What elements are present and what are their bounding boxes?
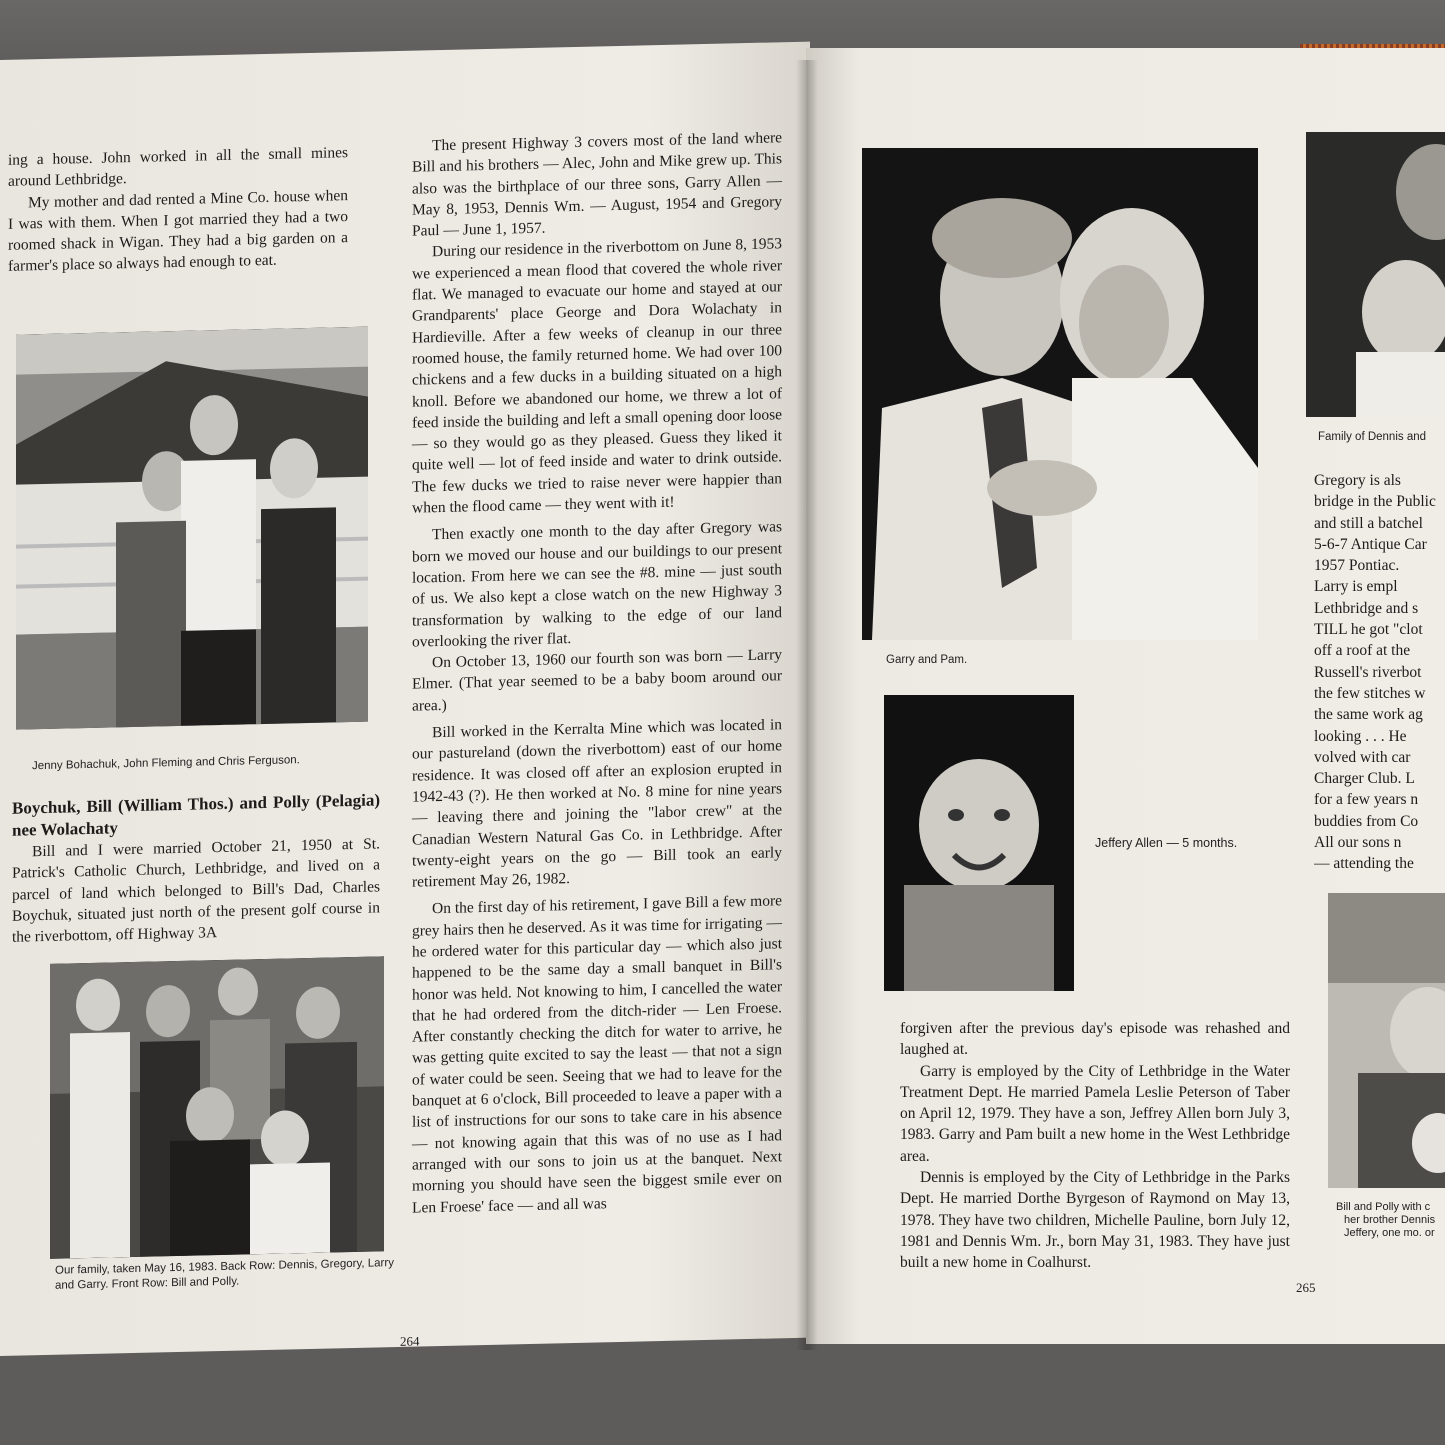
text-line: Larry is empl (1314, 578, 1398, 596)
page-number: 265 (1296, 1280, 1316, 1295)
text-line: All our sons n (1314, 834, 1402, 852)
text-line: volved with car (1314, 748, 1411, 766)
right-column-main (900, 1018, 1290, 1274)
photo-family-of-dennis (1306, 132, 1445, 417)
photo-caption: Jenny Bohachuk, John Fleming and Chris Ferguson. (32, 754, 300, 773)
text-line: off a roof at the (1314, 642, 1411, 660)
text-line: and still a batchel (1314, 514, 1423, 532)
text-line: Charger Club. L (1314, 770, 1415, 788)
photo-jeffery-allen (884, 695, 1074, 991)
left-page (0, 42, 810, 1356)
paragraph: Dennis is employed by the City of Lethbridge in the Parks Dept. He married Dorthe Byrgeson of Raymond on May 13, 1978. They have two children, Michelle Pauline, born July 12, 1981 and Dennis Wm. Jr., born May 31, 1983. They have just built a new home in Coalhurst. (900, 1169, 1290, 1272)
photo-caption: Jeffery Allen — 5 months. (1095, 836, 1238, 850)
paragraph: On October 13, 1960 our fourth son was born — Larry Elmer. (That year seemed to be a baby boom around our area.) (412, 646, 782, 715)
text-line: bridge in the Public (1314, 493, 1436, 511)
photo-jenny-john-chris (16, 327, 368, 730)
photo-caption: Jeffery, one mo. or (1344, 1227, 1435, 1239)
text-line: TILL he got "clot (1314, 621, 1423, 639)
left-column-2 (412, 127, 782, 1218)
photo-caption: Garry and Pam. (886, 654, 968, 666)
text-line: 5-6-7 Antique Car (1314, 535, 1427, 553)
photo-caption: her brother Dennis (1344, 1214, 1436, 1226)
photo-caption: Our family, taken May 16, 1983. Back Row: Dennis, Gregory, Larry and Garry. Front Row: Bill and Polly. (55, 1257, 394, 1292)
photo-family-1983 (50, 956, 384, 1259)
text-line: the few stitches w (1314, 684, 1426, 702)
left-column-1 (8, 142, 348, 277)
paragraph: Bill worked in the Kerralta Mine which was located in our pastureland (down the riverbottom) east of our home residence. It was closed off after an explosion erupted in 1942-43 (?). He then worked at No. 8 mine for nine years — leaving there and joining the "labor crew" at the Canadian Western Natural Gas Co. in Lethbridge. After twenty-eight years on the go — Bill took an early retirement May 26, 1982. (412, 716, 782, 891)
paragraph: Then exactly one month to the day after Gregory was born we moved our house and our buildings to our present location. From here we can see the #8. mine — just south of us. We also kept a close watch on the new Highway 3 transformation by walking to the edge of our land overlooking the river flat. (412, 518, 782, 651)
paragraph: The present Highway 3 covers most of the land where Bill and his brothers — Alec, John and Mike grew up. This also was the birthplace of our three sons, Garry Allen — May 8, 1953, Dennis Wm. — August, 1954 and Gregory Paul — June 1, 1957. (412, 129, 782, 240)
section-heading: Boychuk, Bill (William Thos.) and Polly (Pelagia) nee Wolachaty (12, 790, 380, 840)
paragraph: ing a house. John worked in all the small mines around Lethbridge. (8, 144, 348, 191)
text-line: Lethbridge and s (1314, 599, 1419, 617)
book-gutter (796, 60, 818, 1350)
paragraph: During our residence in the riverbottom on June 8, 1953 we experienced a mean flood that covered the whole river flat. We managed to evacuate our home and stayed at our Grandparents' place George and Dora Wolachaty in Hardieville. After a few weeks of cleanup in our three roomed house, the family returned home. We had over 100 chickens and a few ducks in a building situated on a high knoll. Before we abandoned our home, we threw a lot of feed inside the building and left a small opening door loose — so they would go as they pleased. Guess they liked it quite well — lot of feed inside and water to drink outside. The few ducks we tried to raise never were happier than when the flood came — they went with it! (412, 235, 782, 517)
text-line: the same work ag (1314, 706, 1423, 724)
text-line: for a few years n (1314, 791, 1419, 809)
photo-bill-and-polly (1328, 893, 1445, 1188)
text-line: buddies from Co (1314, 812, 1419, 830)
text-line: 1957 Pontiac. (1314, 557, 1400, 575)
paragraph: Garry is employed by the City of Lethbridge in the Water Treatment Dept. He married Pamela Leslie Peterson of Taber on April 12, 1979. They have a son, Jeffrey Allen born July 3, 1983. Garry and Pam built a new home in the West Lethbridge area. (900, 1062, 1290, 1165)
paragraph: My mother and dad rented a Mine Co. house when I was with them. When I got married they had a two roomed shack in Wigan. They had a big garden on a farmer's place so always had enough to eat. (8, 186, 348, 276)
paragraph: Bill and I were married October 21, 1950 at St. Patrick's Catholic Church, Lethbridge, and lived on a parcel of land which belonged to Bill's Dad, Charles Boychuk, situated just north of the present golf course in the riverbottom, off Highway 3A (12, 835, 380, 946)
right-page (806, 48, 1445, 1344)
photo-caption: Family of Dennis and (1318, 431, 1427, 443)
text-line: Russell's riverbot (1314, 663, 1422, 681)
photo-caption: Bill and Polly with c (1336, 1201, 1431, 1213)
text-line: Gregory is als (1314, 472, 1401, 489)
text-line: looking . . . He (1314, 727, 1407, 745)
photo-garry-and-pam (862, 148, 1258, 640)
right-column-truncated (1314, 470, 1445, 875)
paragraph: On the first day of his retirement, I gave Bill a few more grey hairs then he deserved. As it was time for irrigating — he ordered water for this particular day — which also just happened to be the same day a small banquet in Bill's honor was held. Not knowing to him, I cancelled the water that he had ordered from the ditch-rider — Len Froese. After constantly checking the ditch for water to arrive, he was getting quite excited to say the least — that not a sign of water could be seen. Seeing that we had to leave for the banquet at 6 o'clock, Bill proceeded to leave a paper with a list of instructions for our sons to take care in his absence — not knowing again that this was of no use as I had arranged with our sons to join us at the banquet. Next morning you should have seen the biggest smile ever on Len Froese' face — and all was (412, 892, 782, 1217)
left-column-1-lower (12, 781, 380, 948)
paragraph: forgiven after the previous day's episode was rehashed and laughed at. (900, 1020, 1290, 1059)
page-number: 264 (400, 1333, 420, 1349)
text-line: — attending the (1314, 855, 1414, 873)
